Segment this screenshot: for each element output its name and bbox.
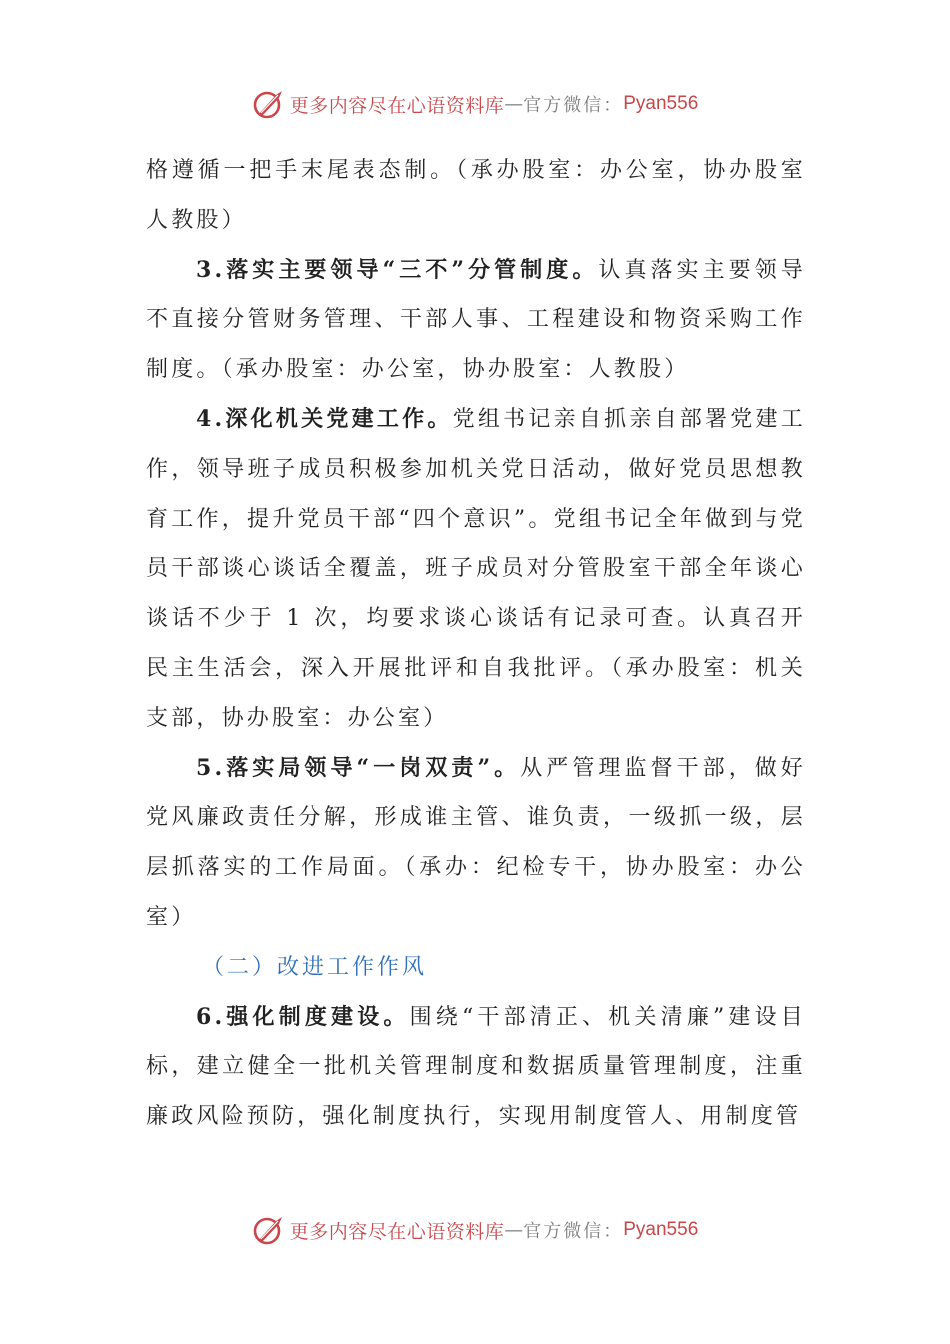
paragraph-item-4	[146, 395, 806, 744]
paragraph-continuation: 格遵循一把手末尾表态制。（承办股室：办公室，协办股室人教股）	[146, 158, 806, 233]
item-4-title: 4.深化机关党建工作。	[196, 405, 453, 432]
watermark-dash: —	[504, 1219, 524, 1241]
paragraph-item-5	[146, 744, 806, 943]
watermark-wechat-label: 官方微信：	[523, 95, 624, 116]
watermark-wechat-id: Pyan556	[623, 93, 699, 114]
paragraph-item-3	[146, 246, 806, 395]
watermark-dash: —	[504, 93, 524, 115]
watermark-main-text: 更多内容尽在心语资料库	[289, 1220, 505, 1243]
item-5-title: 5.落实局领导“一岗双责”。	[196, 754, 521, 781]
item-5-body: 从严管理监督干部，做好党风廉政责任分解，形成谁主管、谁负责，一级抓一级，层层抓落实的工作局面。（承办：纪检专干，协办股室：办公室）	[146, 755, 807, 930]
item-3-body: 认真落实主要领导不直接分管财务管理、干部人事、工程建设和物资采购工作制度。（承办股室：办公室，协办股室：人教股）	[146, 257, 806, 383]
quill-logo-icon	[252, 1213, 286, 1247]
watermark-main-text: 更多内容尽在心语资料库	[289, 94, 505, 117]
quill-logo-icon	[252, 87, 286, 121]
item-6-body: 围绕“干部清正、机关清廉”建设目标，建立健全一批机关管理制度和数据质量管理制度，注重廉政风险预防，强化制度执行，实现用制度管人、用制度管	[146, 1004, 806, 1130]
item-4-body: 党组书记亲自抓亲自部署党建工作，领导班子成员积极参加机关党日活动，做好党员思想教育工作，提升党员干部“四个意识”。党组书记全年做到与党员干部谈心谈话全覆盖，班子成员对分管股室干部全年谈心谈话不少于 1 次，均要求谈心谈话有记录可查。认真召开民主生活会，深入开展批评和自我批评。（承办股室：机关支部，协办股室：办公室）	[146, 406, 806, 731]
paragraph-item-6	[146, 993, 806, 1142]
item-3-title: 3.落实主要领导“三不”分管制度。	[196, 256, 599, 283]
document-body	[146, 146, 806, 1142]
watermark-wechat-label: 官方微信：	[523, 1221, 624, 1242]
footer-watermark	[0, 1210, 950, 1250]
header-watermark	[0, 84, 950, 124]
section-heading: （二）改进工作作风	[202, 954, 428, 980]
item-6-title: 6.强化制度建设。	[196, 1003, 410, 1030]
watermark-wechat-id: Pyan556	[623, 1219, 699, 1240]
